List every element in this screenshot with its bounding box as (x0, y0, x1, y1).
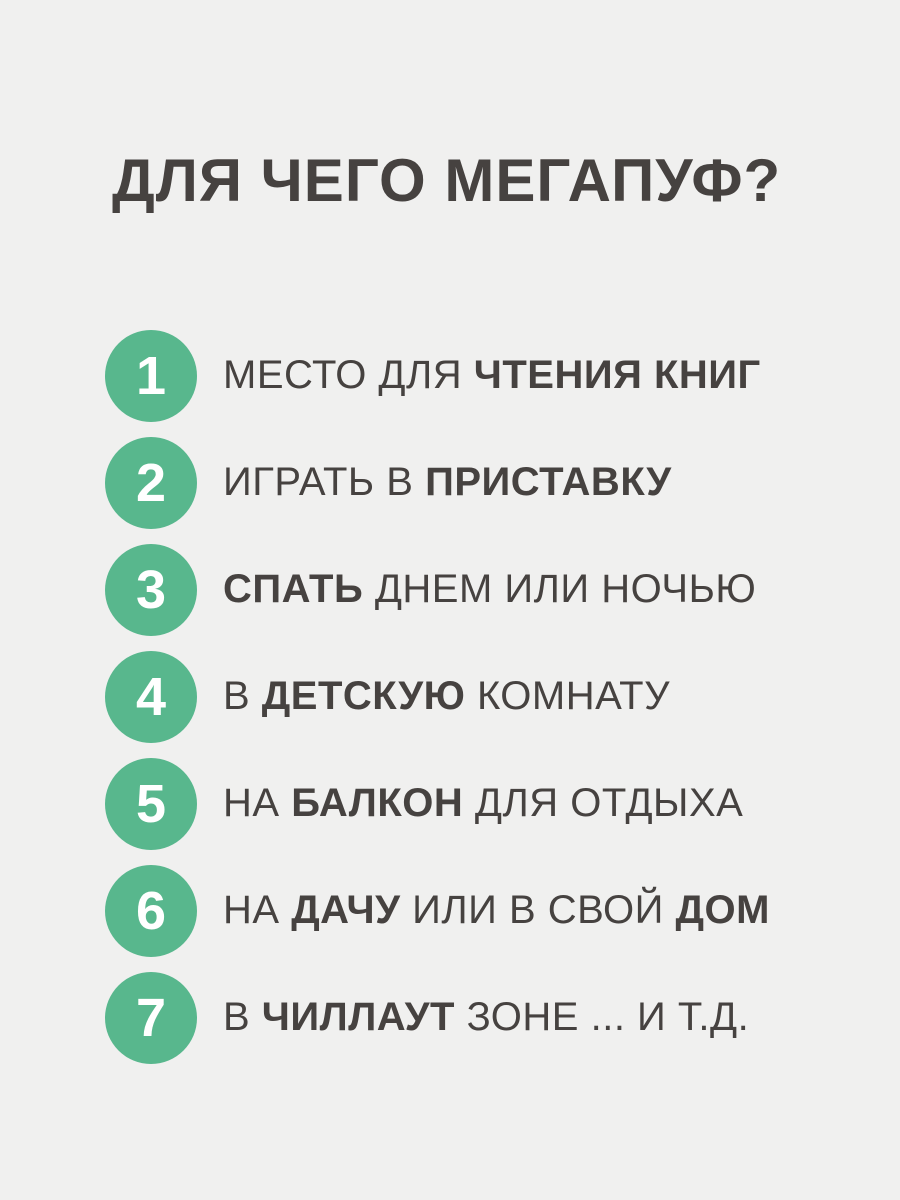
item-number-badge: 4 (105, 651, 197, 743)
text-segment: ДОМ (675, 888, 770, 932)
item-text (223, 781, 743, 826)
item-text (223, 674, 670, 719)
list-item (105, 643, 770, 750)
text-segment: ЗОНЕ ... И Т.Д. (454, 995, 750, 1039)
list-item (105, 750, 770, 857)
text-segment: КОМНАТУ (465, 674, 671, 718)
item-text (223, 460, 672, 505)
text-segment: ДАЧУ (291, 888, 401, 932)
list-item (105, 536, 770, 643)
page-title: ДЛЯ ЧЕГО МЕГАПУФ? (112, 147, 782, 214)
item-text (223, 995, 749, 1040)
text-segment: В (223, 674, 262, 718)
list-item (105, 322, 770, 429)
text-segment: ЧТЕНИЯ КНИГ (473, 353, 761, 397)
text-segment: ПРИСТАВКУ (425, 460, 672, 504)
list-item (105, 857, 770, 964)
text-segment: ИГРАТЬ В (223, 460, 426, 504)
text-segment: ДЕТСКУЮ (261, 674, 466, 718)
text-segment: НА (223, 781, 292, 825)
text-segment: ЧИЛЛАУТ (261, 995, 455, 1039)
item-number-badge: 5 (105, 758, 197, 850)
item-text (223, 353, 761, 398)
item-number-badge: 2 (105, 437, 197, 529)
feature-list (105, 322, 770, 1071)
item-text (223, 888, 770, 933)
text-segment: ДНЕМ ИЛИ НОЧЬЮ (363, 567, 757, 611)
list-item (105, 429, 770, 536)
text-segment: ДЛЯ ОТДЫХА (463, 781, 744, 825)
item-number-badge: 3 (105, 544, 197, 636)
item-text (223, 567, 756, 612)
text-segment: НА (223, 888, 292, 932)
text-segment: СПАТЬ (223, 567, 364, 611)
item-number-badge: 1 (105, 330, 197, 422)
text-segment: ИЛИ В СВОЙ (400, 888, 676, 932)
item-number-badge: 6 (105, 865, 197, 957)
text-segment: БАЛКОН (291, 781, 464, 825)
item-number-badge: 7 (105, 972, 197, 1064)
list-item (105, 964, 770, 1071)
text-segment: МЕСТО ДЛЯ (223, 353, 474, 397)
text-segment: В (223, 995, 262, 1039)
